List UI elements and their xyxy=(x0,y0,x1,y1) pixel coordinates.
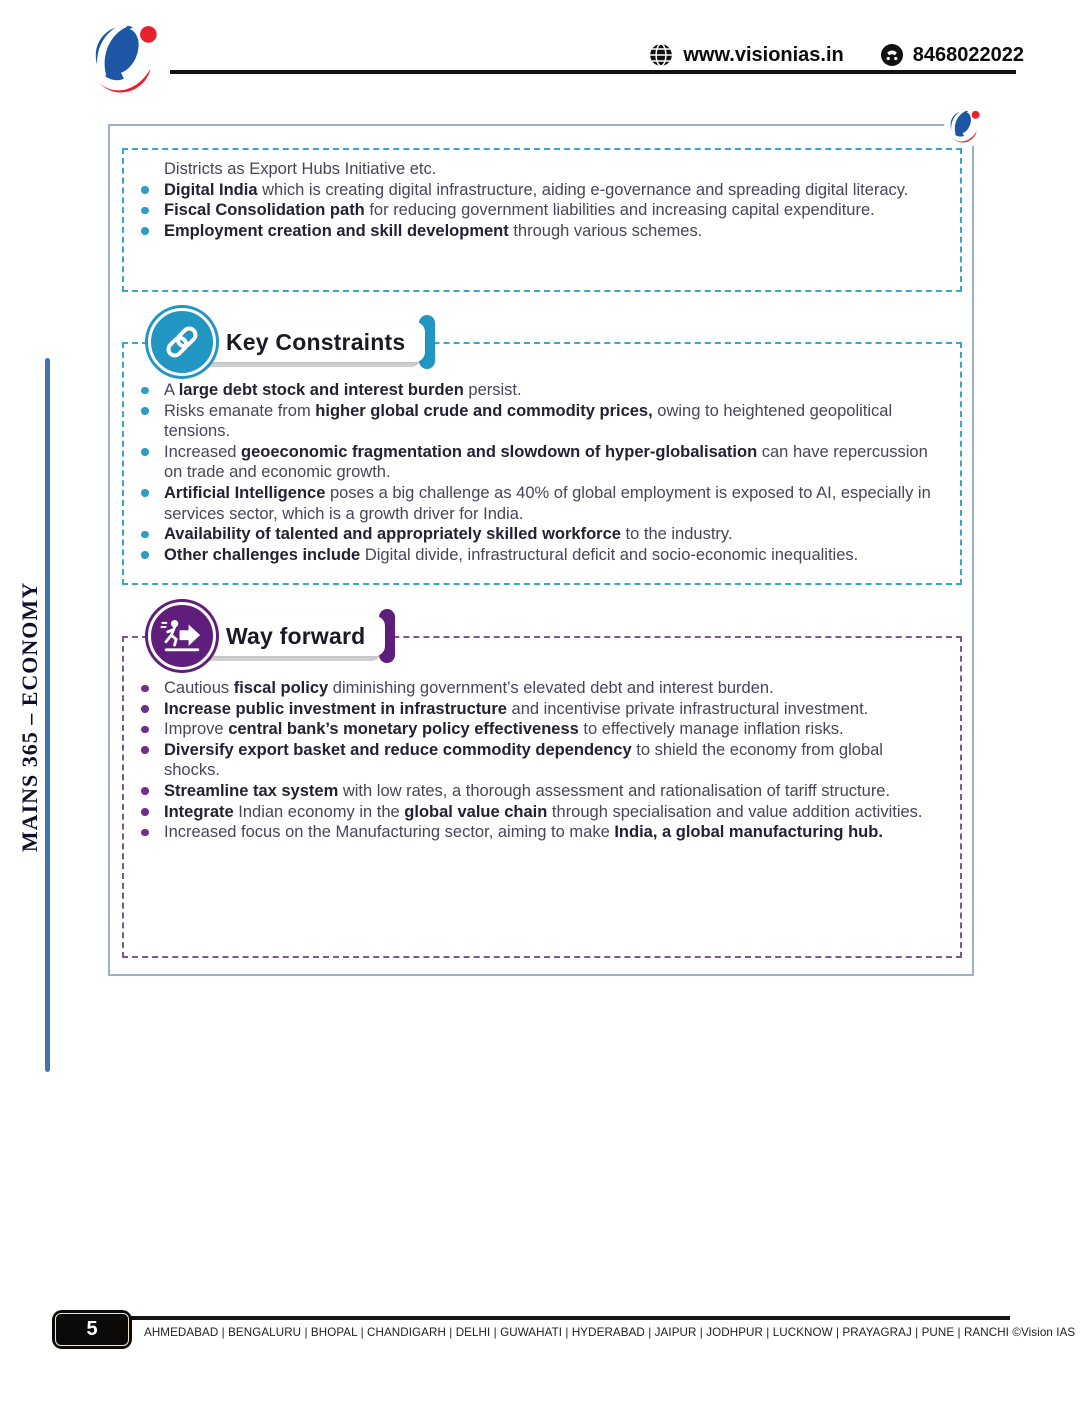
footer-divider xyxy=(90,1316,1010,1320)
key-constraints-title: Key Constraints xyxy=(200,322,425,362)
content-box xyxy=(108,124,974,976)
bullet-item: Cautious fiscal policy diminishing government’s elevated debt and interest burden. xyxy=(164,678,938,699)
bullet-item: Artificial Intelligence poses a big challenge as 40% of global employment is exposed to AI, especially in services sector, which is a growth driver for India. xyxy=(164,483,938,524)
bullet-item: Digital India which is creating digital infrastructure, aiding e-governance and spreading digital literacy. xyxy=(164,180,934,201)
header-website: www.visionias.in xyxy=(683,43,844,66)
corner-logo xyxy=(944,107,984,148)
bullet-item: Districts as Export Hubs Initiative etc. xyxy=(164,160,437,178)
sidebar-divider-line xyxy=(45,358,50,1072)
bullet-item: A large debt stock and interest burden persist. xyxy=(164,380,938,401)
running-person-icon xyxy=(148,602,216,670)
phone-icon xyxy=(880,43,904,67)
header-divider xyxy=(170,70,1016,74)
header-contact xyxy=(648,42,1024,68)
bullet-item: Increase public investment in infrastructure and incentivise private infrastructural investment. xyxy=(164,699,938,720)
way-forward-header xyxy=(148,602,395,670)
bullet-item: Fiscal Consolidation path for reducing government liabilities and increasing capital expenditure. xyxy=(164,200,934,221)
way-forward-section xyxy=(122,636,962,958)
bullet-item: Other challenges include Digital divide, infrastructural deficit and socio-economic inequalities. xyxy=(164,545,938,566)
bullet-item: Integrate Indian economy in the global value chain through specialisation and value addition activities. xyxy=(164,802,938,823)
key-constraints-section xyxy=(122,342,962,585)
bullet-item: Risks emanate from higher global crude and commodity prices, owing to heightened geopolitical tensions. xyxy=(164,401,938,442)
sidebar-vertical-title: MAINS 365 – ECONOMY xyxy=(17,581,42,853)
bullet-item: Diversify export basket and reduce commodity dependency to shield the economy from global shocks. xyxy=(164,740,938,781)
intro-section xyxy=(122,148,962,292)
key-constraints-bullet-list xyxy=(124,344,960,565)
bullet-item: Increased focus on the Manufacturing sector, aiming to make India, a global manufacturing hub. xyxy=(164,822,938,843)
chain-link-icon xyxy=(148,308,216,376)
bullet-item: Increased geoeconomic fragmentation and slowdown of hyper-globalisation can have repercussion on trade and economic growth. xyxy=(164,442,938,483)
bullet-item: Streamline tax system with low rates, a thorough assessment and rationalisation of tariff structure. xyxy=(164,781,938,802)
visionias-logo xyxy=(84,20,164,102)
intro-bullet-list xyxy=(124,150,960,241)
way-forward-title: Way forward xyxy=(200,616,385,656)
footer-cities: AHMEDABAD | BENGALURU | BHOPAL | CHANDIGARH | DELHI | GUWAHATI | HYDERABAD | JAIPUR | JODHPUR | LUCKNOW | PRAYAGRAJ | PUNE | RANCHI ©Vision IAS xyxy=(144,1326,1076,1339)
page-number-badge xyxy=(52,1310,132,1349)
page-number: 5 xyxy=(86,1318,98,1340)
bullet-item: Availability of talented and appropriately skilled workforce to the industry. xyxy=(164,524,938,545)
key-constraints-header xyxy=(148,308,435,376)
bullet-item: Employment creation and skill development through various schemes. xyxy=(164,221,934,242)
globe-icon xyxy=(648,42,674,68)
header-phone: 8468022022 xyxy=(912,43,1024,66)
bullet-item: Improve central bank’s monetary policy effectiveness to effectively manage inflation risks. xyxy=(164,719,938,740)
